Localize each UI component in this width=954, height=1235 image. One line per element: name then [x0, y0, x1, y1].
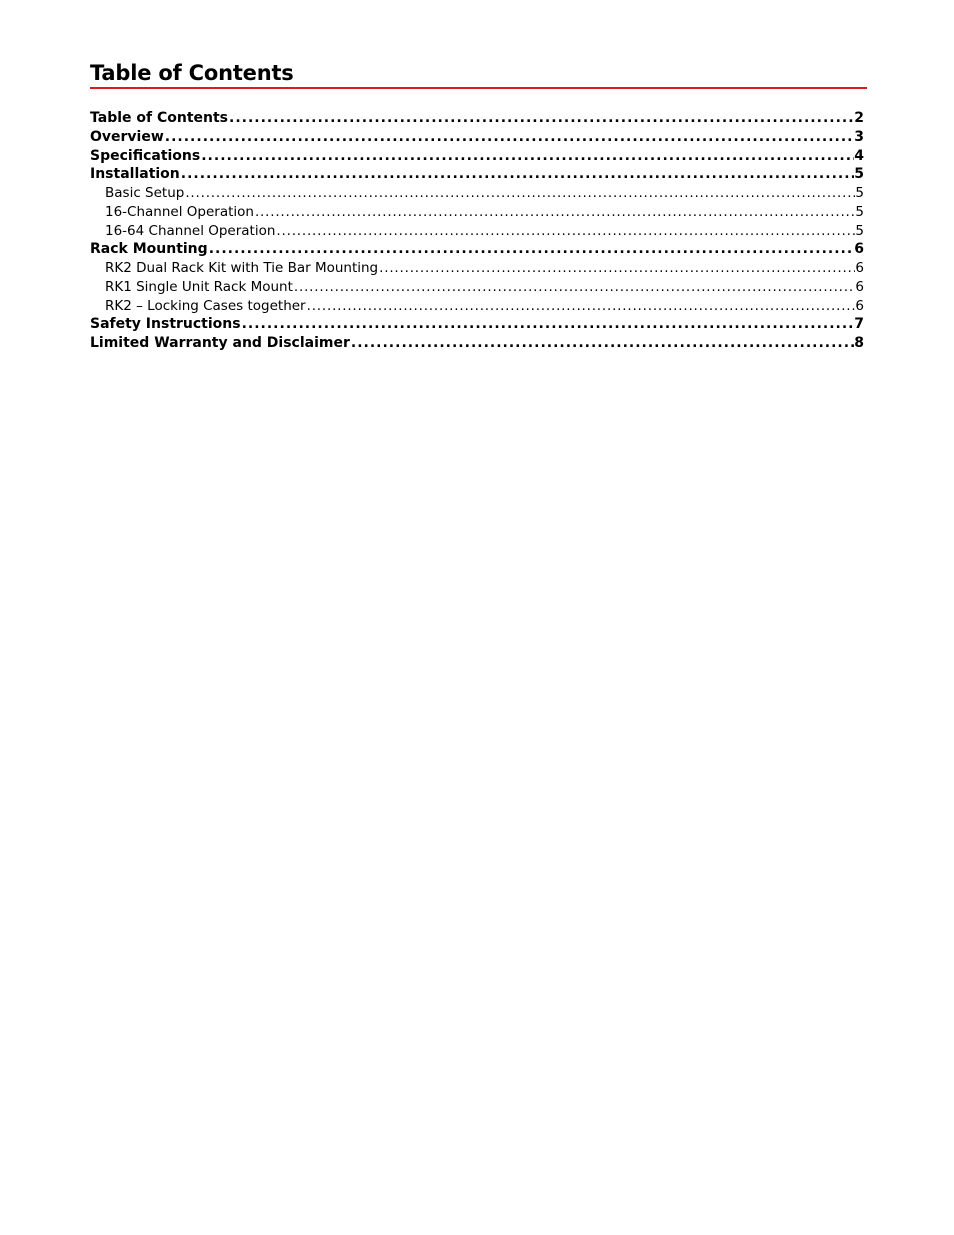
toc-dot-leader [275, 222, 855, 241]
page-title: Table of Contents [90, 61, 294, 85]
toc-dot-leader [378, 259, 855, 278]
toc-entry-label: Safety Instructions [90, 316, 241, 333]
toc-entry-rack-mounting[interactable] [90, 240, 864, 259]
toc-entry-label: Specifications [90, 147, 201, 164]
toc-dot-leader [184, 184, 855, 203]
toc-entry-label: RK2 Dual Rack Kit with Tie Bar Mounting [105, 260, 379, 276]
toc-entry-16-channel-operation[interactable] [90, 203, 864, 222]
toc-dot-leader [208, 240, 855, 259]
toc-entry-limited-warranty[interactable] [90, 334, 864, 353]
toc-entry-overview[interactable] [90, 128, 864, 147]
title-underline-rule [90, 87, 867, 89]
toc-dot-leader [200, 147, 854, 166]
toc-entry-rk2-locking-cases[interactable] [90, 297, 864, 316]
toc-page-number: 5 [855, 185, 864, 201]
toc-page-number: 7 [854, 316, 864, 333]
toc-page-number: 5 [855, 203, 864, 220]
toc-entry-table-of-contents[interactable] [90, 109, 864, 128]
toc-entry-label: Installation [90, 166, 180, 183]
toc-dot-leader [228, 109, 854, 128]
toc-page-number: 6 [854, 241, 864, 258]
toc-entry-label: Basic Setup [105, 185, 185, 201]
toc-page-number: 3 [854, 128, 864, 145]
toc-page-number: 6 [855, 278, 864, 295]
toc-entry-label: 16-64 Channel Operation [105, 222, 276, 239]
toc-page-number: 5 [854, 166, 864, 183]
toc-dot-leader [306, 297, 856, 316]
toc-dot-leader [293, 278, 856, 297]
toc-entry-label: RK2 – Locking Cases together [105, 297, 306, 314]
toc-page-number: 8 [854, 335, 864, 351]
toc-entry-safety-instructions[interactable] [90, 315, 864, 334]
toc-dot-leader [241, 315, 855, 334]
toc-dot-leader [164, 128, 854, 147]
toc-entry-label: Limited Warranty and Disclaimer [90, 335, 350, 351]
toc-dot-leader [350, 334, 854, 353]
toc-entry-label: Overview [90, 128, 164, 145]
toc-entry-rk2-dual-rack-kit[interactable] [90, 259, 864, 278]
toc-entry-label: Rack Mounting [90, 241, 208, 258]
toc-dot-leader [254, 203, 855, 222]
toc-dot-leader [180, 165, 854, 184]
toc-entry-basic-setup[interactable] [90, 184, 864, 203]
toc-entry-label: Table of Contents [90, 110, 229, 126]
toc-entry-16-64-channel-operation[interactable] [90, 222, 864, 241]
toc-entry-installation[interactable] [90, 165, 864, 184]
toc-page-number: 2 [854, 110, 864, 126]
toc-entry-specifications[interactable] [90, 147, 864, 166]
toc-entry-label: RK1 Single Unit Rack Mount [105, 278, 293, 295]
toc-page-number: 4 [854, 147, 864, 164]
toc-page-number: 6 [855, 297, 864, 314]
table-of-contents [90, 109, 864, 353]
toc-entry-rk1-single-unit-rack-mount[interactable] [90, 278, 864, 297]
toc-entry-label: 16-Channel Operation [105, 203, 254, 220]
toc-page-number: 6 [855, 260, 864, 276]
toc-page-number: 5 [855, 222, 864, 239]
